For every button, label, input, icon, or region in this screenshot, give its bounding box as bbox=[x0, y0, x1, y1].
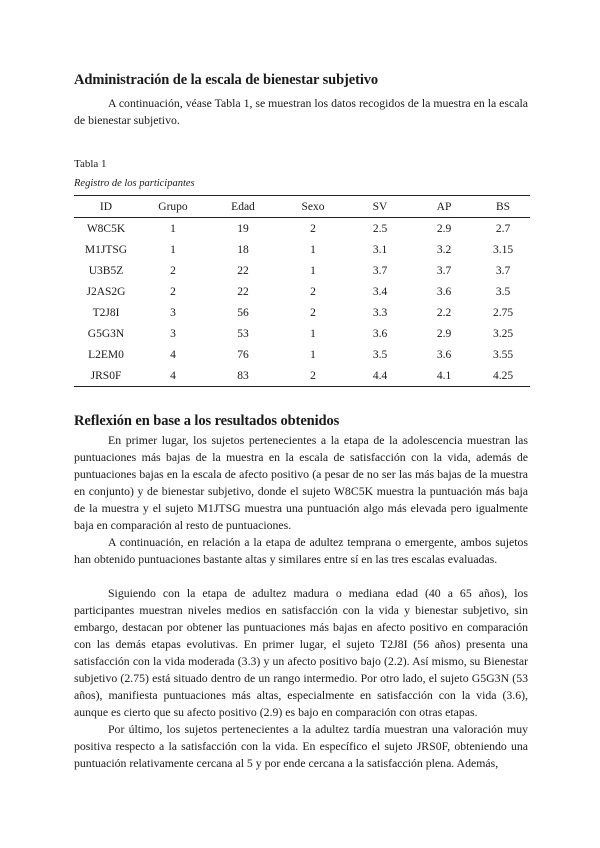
header-sexo: Sexo bbox=[278, 196, 348, 218]
cell-edad: 18 bbox=[237, 243, 249, 256]
cell-sv: 2.5 bbox=[372, 222, 388, 235]
cell-grupo: 4 bbox=[170, 348, 176, 361]
cell-grupo: 3 bbox=[170, 306, 176, 319]
header-id: ID bbox=[74, 196, 138, 218]
cell-id: M1JTSG bbox=[84, 243, 128, 256]
cell-ap: 2.9 bbox=[436, 327, 452, 340]
table-row bbox=[74, 344, 530, 365]
cell-edad: 56 bbox=[237, 306, 249, 319]
cell-bs: 3.25 bbox=[492, 327, 514, 340]
cell-id: J2AS2G bbox=[86, 285, 126, 298]
header-edad: Edad bbox=[208, 196, 278, 218]
cell-ap: 2.2 bbox=[436, 306, 452, 319]
cell-bs: 3.55 bbox=[492, 348, 514, 361]
cell-id: L2EM0 bbox=[88, 348, 124, 361]
cell-id: T2J8I bbox=[92, 306, 120, 319]
header-ap: AP bbox=[412, 196, 476, 218]
cell-sexo: 1 bbox=[310, 327, 316, 340]
paragraph-adolescencia: En primer lugar, los sujetos pertenecientes a la etapa de la adolescencia muestran las puntuaciones más bajas de la muestra en la escala de satisfacción con la vida, además de puntuaciones bajas en la escala de afecto positivo (a pesar de no ser las más bajas de la muestra en conjunto) y de bienestar subjetivo, donde el sujeto W8C5K muestra la puntuación más baja de la muestra y el sujeto M1JTSG muestra una puntuación algo más elevada pero igualmente baja en comparación al resto de puntuaciones. bbox=[74, 433, 528, 532]
paragraph-adultez-madura: Siguiendo con la etapa de adultez madura o mediana edad (40 a 65 años), los participantes muestran niveles medios en satisfacción con la vida y bienestar subjetivo, sin embargo, destacan por obtener las puntuaciones más bajas en afecto positivo en comparación con las demás etapas evolutivas. En primer lugar, el sujeto T2J8I (56 años) presenta una satisfacción con la vida moderada (3.3) y un afecto positivo bajo (2.2). Así mismo, su Bienestar subjetivo (2.75) está situado dentro de un rango intermedio. Por otro lado, el sujeto G5G3N (53 años), manifiesta puntuaciones más altas, especialmente en satisfacción con la vida (3.6), aunque es cierto que su afecto positivo (2.9) es bajo en comparación con otras etapas. bbox=[74, 586, 528, 719]
cell-bs: 3.5 bbox=[495, 285, 511, 298]
section-title-reflexion: Reflexión en base a los resultados obtenidos bbox=[74, 413, 340, 429]
table-row bbox=[74, 323, 530, 344]
cell-edad: 53 bbox=[237, 327, 249, 340]
header-sv: SV bbox=[348, 196, 412, 218]
cell-ap: 3.2 bbox=[436, 243, 452, 256]
cell-sexo: 2 bbox=[310, 306, 316, 319]
cell-grupo: 1 bbox=[170, 222, 176, 235]
cell-ap: 3.6 bbox=[436, 285, 452, 298]
cell-sv: 4.4 bbox=[348, 365, 412, 387]
cell-grupo: 3 bbox=[170, 327, 176, 340]
table-row bbox=[74, 365, 530, 387]
section-title-administracion: Administración de la escala de bienestar subjetivo bbox=[74, 72, 379, 88]
table-row bbox=[74, 218, 530, 240]
cell-id: U3B5Z bbox=[88, 264, 124, 277]
cell-edad: 19 bbox=[237, 222, 249, 235]
intro-paragraph: A continuación, véase Tabla 1, se muestran los datos recogidos de la muestra en la escala de bienestar subjetivo. bbox=[74, 96, 528, 127]
table-caption: Registro de los participantes bbox=[74, 178, 195, 189]
cell-sexo: 2 bbox=[310, 285, 316, 298]
cell-ap: 3.6 bbox=[436, 348, 452, 361]
cell-id: W8C5K bbox=[86, 222, 126, 235]
cell-sv: 3.1 bbox=[372, 243, 388, 256]
cell-ap: 3.7 bbox=[436, 264, 452, 277]
cell-edad: 76 bbox=[237, 348, 249, 361]
paragraph-adultez-temprana: A continuación, en relación a la etapa de adultez temprana o emergente, ambos sujetos han obtenido puntuaciones bastante altas y similares entre sí en las tres escalas evaluadas. bbox=[74, 535, 528, 566]
table-row bbox=[74, 260, 530, 281]
cell-bs: 2.7 bbox=[495, 222, 511, 235]
cell-grupo: 2 bbox=[170, 285, 176, 298]
cell-sexo: 2 bbox=[278, 365, 348, 387]
cell-bs: 4.25 bbox=[476, 365, 530, 387]
cell-edad: 83 bbox=[208, 365, 278, 387]
cell-ap: 4.1 bbox=[412, 365, 476, 387]
cell-sv: 3.4 bbox=[372, 285, 388, 298]
cell-id: JRS0F bbox=[74, 365, 138, 387]
cell-sexo: 1 bbox=[310, 243, 316, 256]
cell-grupo: 1 bbox=[170, 243, 176, 256]
cell-sv: 3.6 bbox=[372, 327, 388, 340]
table-row bbox=[74, 302, 530, 323]
cell-grupo: 2 bbox=[170, 264, 176, 277]
paragraph-adultez-tardia: Por último, los sujetos pertenecientes a la adultez tardía muestran una valoración muy positiva respecto a la satisfacción con la vida. En específico el sujeto JRS0F, obteniendo una puntuación relativamente cercana al 5 y por ende cercana a la satisfacción plena. Además, bbox=[74, 722, 528, 770]
cell-bs: 3.7 bbox=[495, 264, 511, 277]
cell-sexo: 2 bbox=[310, 222, 316, 235]
cell-ap: 2.9 bbox=[436, 222, 452, 235]
cell-sexo: 1 bbox=[310, 348, 316, 361]
cell-sv: 3.3 bbox=[372, 306, 388, 319]
cell-edad: 22 bbox=[237, 285, 249, 298]
header-bs: BS bbox=[476, 196, 530, 218]
header-grupo: Grupo bbox=[138, 196, 208, 218]
cell-sv: 3.7 bbox=[372, 264, 388, 277]
cell-bs: 2.75 bbox=[492, 306, 514, 319]
table-row bbox=[74, 239, 530, 260]
cell-grupo: 4 bbox=[138, 365, 208, 387]
cell-id: G5G3N bbox=[87, 327, 125, 340]
table-number: Tabla 1 bbox=[74, 158, 107, 170]
table-header-row bbox=[74, 196, 530, 218]
table-row bbox=[74, 281, 530, 302]
cell-sexo: 1 bbox=[310, 264, 316, 277]
cell-bs: 3.15 bbox=[492, 243, 514, 256]
participants-table bbox=[74, 195, 530, 387]
cell-edad: 22 bbox=[237, 264, 249, 277]
cell-sv: 3.5 bbox=[372, 348, 388, 361]
